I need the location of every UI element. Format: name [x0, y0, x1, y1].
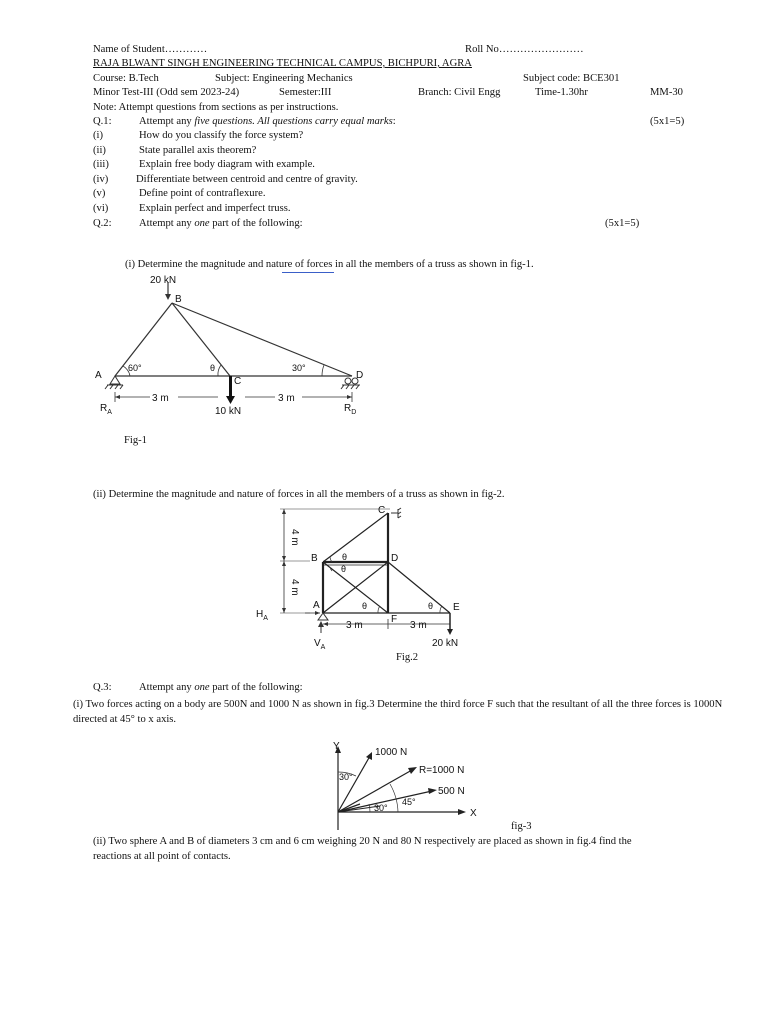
q1-item-text: Explain perfect and imperfect truss. [139, 203, 291, 214]
fig1-truss-diagram [90, 270, 380, 430]
q1-item-text: Differentiate between centroid and centre of gravity. [136, 174, 358, 185]
fig3-force-diagram [320, 740, 520, 830]
q3-number: Q.3: [93, 682, 112, 693]
fig2-load-e: 20 kN [432, 638, 459, 649]
fig1-span-1: 3 m [152, 393, 169, 404]
fig3-caption: fig-3 [511, 821, 532, 832]
fig1-angle-theta: θ [210, 363, 216, 373]
fig1-rd-sub: D [351, 409, 357, 416]
q3-instruction [139, 682, 303, 694]
fig1-caption: Fig-1 [124, 435, 147, 446]
fig2-theta-b1: θ [342, 552, 348, 562]
q1-item-text: Explain free body diagram with example. [139, 159, 315, 170]
note: Note: Attempt questions from sections as per instructions. [93, 102, 339, 113]
fig1-load-b: 20 kN [150, 275, 177, 286]
fig2-va [314, 638, 326, 651]
fig1-angle-a: 60° [128, 363, 142, 373]
q2-instruction [139, 218, 303, 230]
fig2-node-d: D [391, 553, 399, 564]
fig2-caption: Fig.2 [396, 652, 419, 663]
institute-name: RAJA BLWANT SINGH ENGINEERING TECHNICAL CAMPUS, BICHPURI, AGRA [93, 58, 472, 69]
q2-part-i: (i) Determine the magnitude and nature of forces in all the members of a truss as shown in fig-1. [125, 259, 534, 270]
q1-item-text: How do you classify the force system? [139, 130, 304, 141]
q1-instr-a: Attempt any [139, 116, 195, 127]
q1-instr-b: five questions. All questions carry equal marks [194, 116, 393, 127]
fig2-va-letter: V [314, 638, 321, 649]
q3-instr-b: one [194, 682, 210, 693]
fig1-reaction-d [344, 403, 356, 416]
q1-item-num: (iii) [93, 159, 109, 170]
q1-item-num: (i) [93, 130, 103, 141]
fig2-va-sub: A [320, 644, 326, 651]
fig1-node-a: A [95, 370, 102, 381]
q1-marks: (5x1=5) [650, 116, 685, 127]
fig3-axis-x: X [470, 808, 477, 819]
branch: Branch: Civil Engg [418, 87, 501, 98]
fig3-angle-45: 45° [402, 797, 416, 807]
fig2-height-2: 4 m [289, 579, 300, 596]
fig2-height-1: 4 m [289, 529, 300, 546]
fig1-ra-letter: R [100, 403, 108, 414]
fig1-node-c: C [234, 376, 242, 387]
q2-part-ii: (ii) Determine the magnitude and nature of forces in all the members of a truss as shown in fig-2. [93, 489, 505, 500]
fig1-node-d: D [356, 370, 364, 381]
fig2-span-2: 3 m [410, 620, 427, 631]
fig2-theta-f: θ [362, 601, 368, 611]
fig3-axis-y: Y [333, 741, 340, 752]
fig1-angle-d: 30° [292, 363, 306, 373]
q2-marks: (5x1=5) [605, 218, 640, 229]
roll-no: Roll No…………………… [465, 44, 584, 55]
test-name: Minor Test-III (Odd sem 2023-24) [93, 87, 240, 98]
q2-instr-a: Attempt any [139, 218, 195, 229]
fig1-load-c: 10 kN [215, 406, 242, 417]
q3-part-ii-line1: (ii) Two sphere A and B of diameters 3 cm and 6 cm weighing 20 N and 80 N respectively are placed as shown in fig.4 find the [93, 836, 632, 847]
fig3-resultant: R=1000 N [419, 765, 465, 776]
q3-part-i: (i) Two forces acting on a body are 500N and 1000 N as shown in fig.3 Determine the third force F such that the resultant of all the three forces is 1000N directed at 45° to x axis. [73, 699, 723, 725]
q3-instr-a: Attempt any [139, 682, 195, 693]
name-of-student: Name of Student………… [93, 44, 208, 55]
fig1-span-2: 3 m [278, 393, 295, 404]
q1-instruction [139, 116, 396, 128]
q1-instr-c: : [392, 116, 396, 127]
q1-item-num: (ii) [93, 145, 106, 156]
q3-part-ii-line2: reactions at all point of contacts. [93, 851, 231, 862]
subject: Subject: Engineering Mechanics [215, 73, 353, 84]
fig2-node-a: A [313, 600, 320, 611]
fig3-force-1000: 1000 N [375, 747, 408, 758]
fig3-angle-30-bottom: 30° [374, 803, 388, 813]
fig2-node-e: E [453, 602, 460, 613]
fig2-ha-letter: H [256, 609, 264, 620]
course: Course: B.Tech [93, 73, 159, 84]
fig3-force-500: 500 N [438, 786, 465, 797]
q2-instr-b: one [194, 218, 210, 229]
fig2-node-c: C [378, 505, 386, 516]
fig2-node-f: F [391, 614, 398, 625]
fig2-theta-b2: θ [341, 564, 347, 574]
fig3-angle-30-top: 30° [339, 772, 353, 782]
fig1-node-b: B [175, 294, 182, 305]
semester: Semester:III [279, 87, 332, 98]
q3-instr-c: part of the following: [209, 682, 303, 693]
q1-item-text: Define point of contraflexure. [139, 188, 266, 199]
fig2-truss-diagram [250, 505, 490, 655]
fig2-span-1: 3 m [346, 620, 363, 631]
max-marks: MM-30 [650, 87, 683, 98]
q1-item-text: State parallel axis theorem? [139, 145, 257, 156]
q2-instr-c: part of the following: [209, 218, 303, 229]
q1-number: Q.1: [93, 116, 112, 127]
time: Time-1.30hr [535, 87, 588, 98]
fig1-ra-sub: A [107, 409, 112, 416]
q1-item-num: (iv) [93, 174, 109, 185]
fig2-ha [256, 609, 268, 622]
fig2-node-b: B [311, 553, 318, 564]
fig1-rd-letter: R [344, 403, 352, 414]
subject-code: Subject code: BCE301 [523, 73, 620, 84]
fig2-theta-e: θ [428, 601, 434, 611]
q1-item-num: (vi) [93, 203, 109, 214]
fig1-reaction-a [100, 403, 112, 416]
q1-item-num: (v) [93, 188, 106, 199]
q2-number: Q.2: [93, 218, 112, 229]
fig2-ha-sub: A [263, 615, 268, 622]
